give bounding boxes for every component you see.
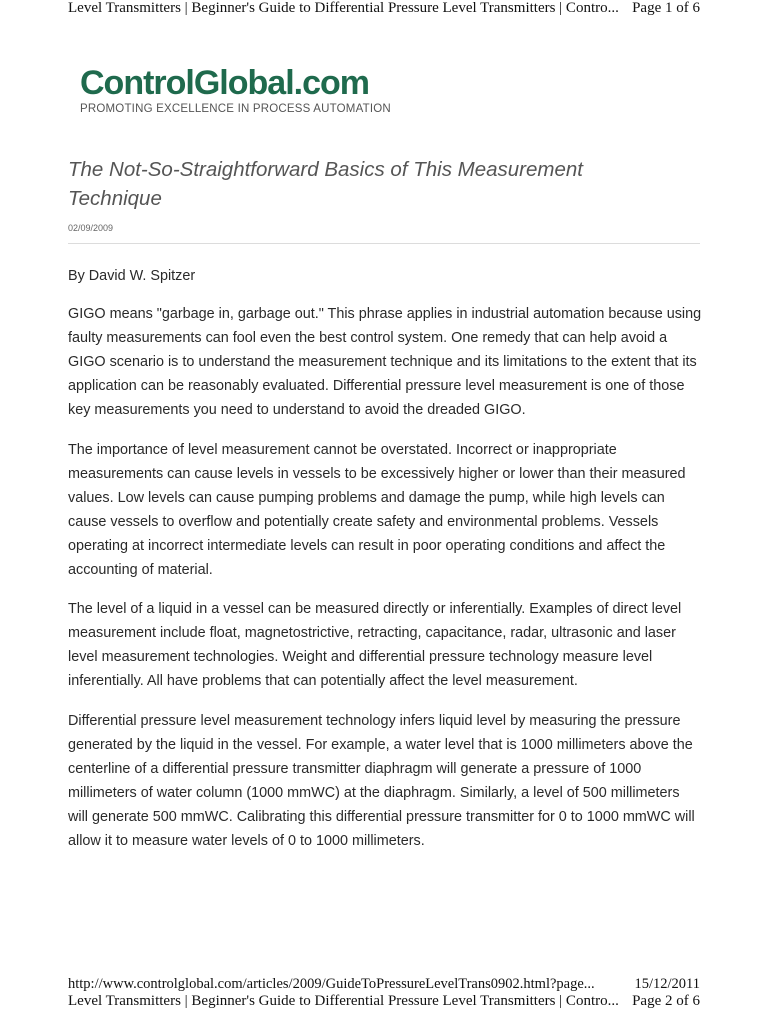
article-paragraph-2: The importance of level measurement cannot be overstated. Incorrect or inappropriate measurements can cause levels in vessels to be excessively higher or lower than their measured values. Low levels can cause pumping problems and damage the pump, while high levels can cause vessels to overflow and potentially create safety and environmental problems. Vessels operating at incorrect intermediate levels can result in poor operating conditions and affect the accounting of material. xyxy=(68,441,686,579)
next-page-print-header xyxy=(68,993,700,1011)
print-footer xyxy=(68,976,700,994)
site-logo xyxy=(80,64,400,120)
logo-wordmark: ControlGlobal.com xyxy=(80,64,369,102)
print-header-page-number: Page 1 of 6 xyxy=(632,0,700,16)
article-paragraph-4: Differential pressure level measurement technology infers liquid level by measuring the pressure generated by the liquid in the vessel. For example, a water level that is 1000 millimeters above the centerline of a differential pressure transmitter diaphragm will generate a pressure of 1000 millimeters of water column (1000 mmWC) at the diaphragm. Similarly, a level of 500 millimeters will generate 500 mmWC. Calibrating this differential pressure transmitter for 0 to 1000 mmWC will allow it to measure water levels of 0 to 1000 millimeters. xyxy=(68,712,695,849)
article-byline: By David W. Spitzer xyxy=(68,268,196,284)
article-body xyxy=(68,264,702,868)
article-title: The Not-So-Straightforward Basics of This Measurement Technique xyxy=(68,158,583,210)
article-date: 02/09/2009 xyxy=(68,223,114,233)
title-divider xyxy=(68,243,700,244)
article-paragraph-1: GIGO means "garbage in, garbage out." This phrase applies in industrial automation because using faulty measurements can fool even the best control system. One remedy that can help avoid a GIGO scenario is to understand the measurement technique and its limitations to the extent that its application can be reasonably evaluated. Differential pressure level measurement is one of those key measurements you need to understand to avoid the dreaded GIGO. xyxy=(68,306,702,419)
article-paragraph-3: The level of a liquid in a vessel can be measured directly or inferentially. Examples of direct level measurement include float, magnetostrictive, retracting, capacitance, radar, ultrasonic and laser level measurement technologies. Weight and differential pressure technology measure level inferentially. All have problems that can potentially affect the level measurement. xyxy=(68,601,682,690)
print-footer-date: 15/12/2011 xyxy=(634,976,700,992)
print-footer-url: http://www.controlglobal.com/articles/2009/GuideToPressureLevelTrans0902.html?page... xyxy=(68,976,595,992)
next-page-header-page-number: Page 2 of 6 xyxy=(632,993,700,1009)
print-header xyxy=(68,0,700,18)
logo-tagline: PROMOTING EXCELLENCE IN PROCESS AUTOMATION xyxy=(80,103,391,115)
next-page-header-title: Level Transmitters | Beginner's Guide to Differential Pressure Level Transmitters | Contro... xyxy=(68,993,619,1009)
print-header-title: Level Transmitters | Beginner's Guide to Differential Pressure Level Transmitters | Contro... xyxy=(68,0,619,16)
